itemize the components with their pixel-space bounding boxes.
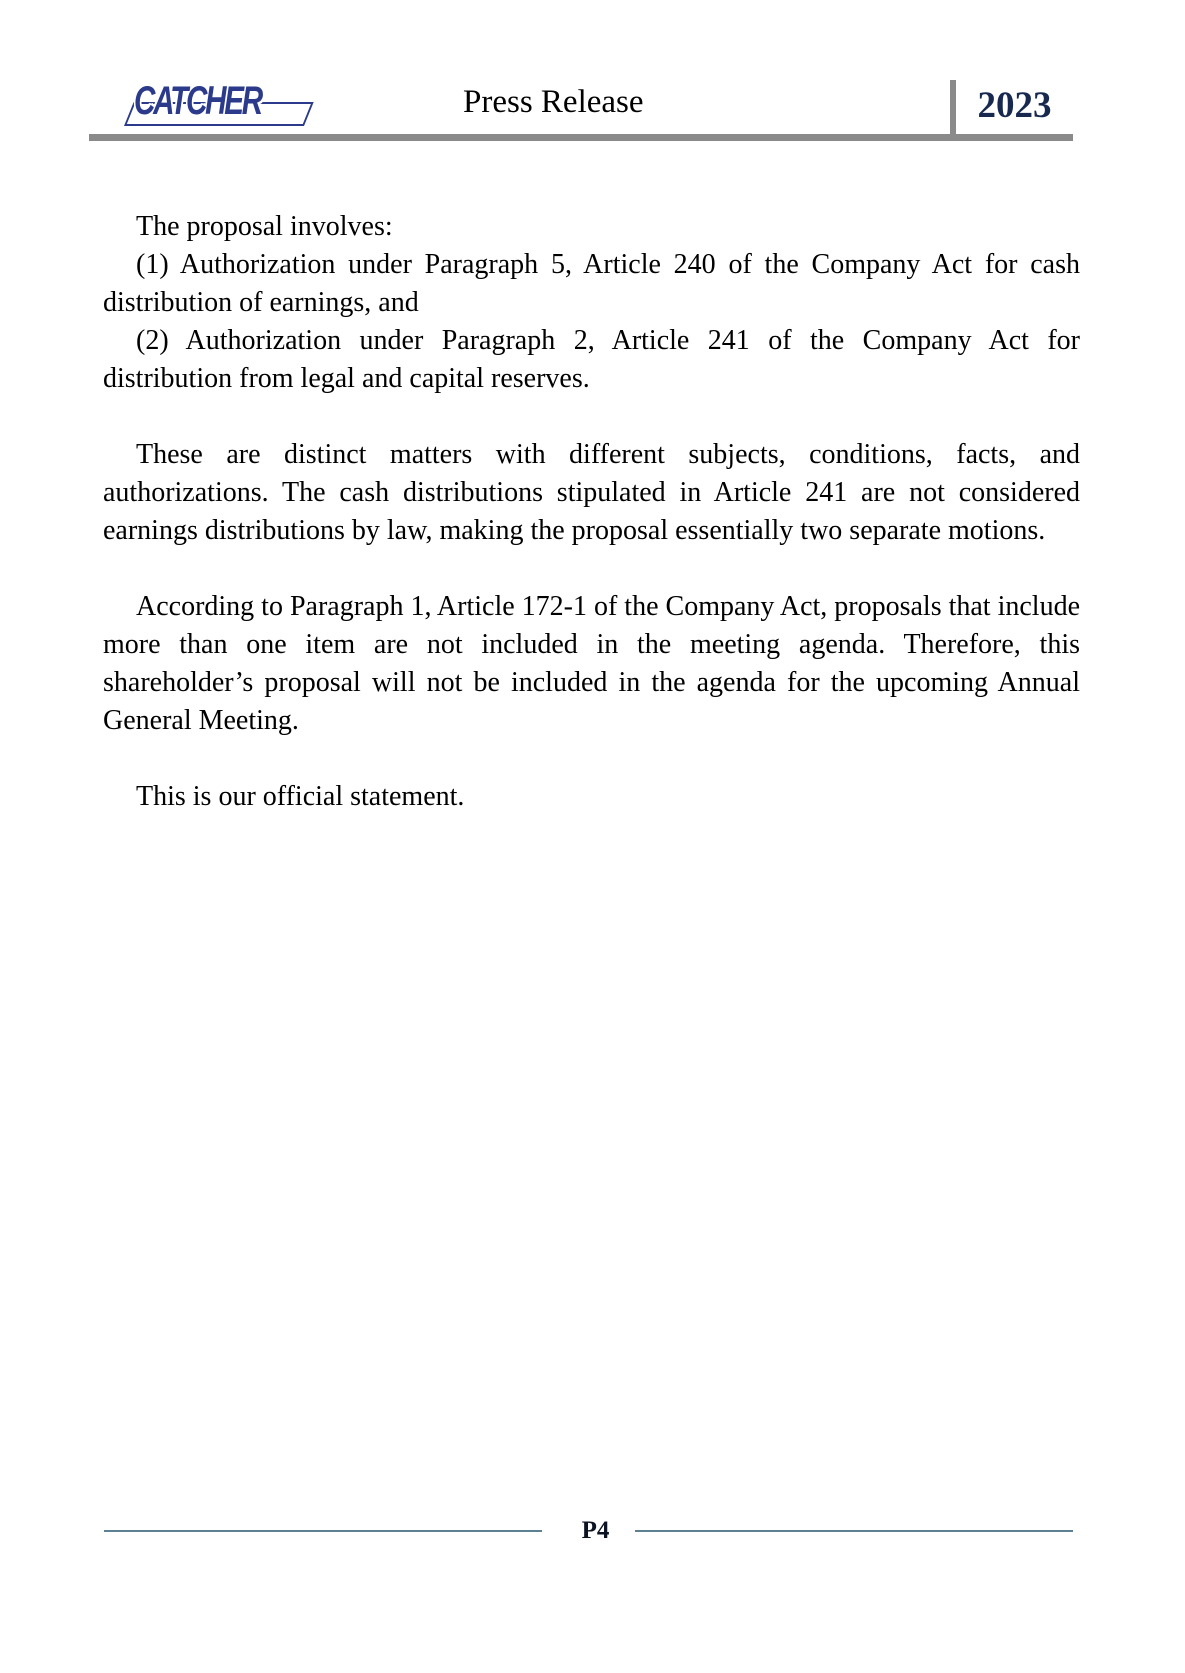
document-title: Press Release bbox=[463, 84, 644, 120]
page-footer bbox=[104, 1514, 1073, 1548]
paragraph-official-statement: This is our official statement. bbox=[136, 781, 465, 812]
page-number: P4 bbox=[581, 1517, 610, 1544]
paragraph-distinct-matters: These are distinct matters with different subjects, conditions, facts, and authorizations. The cash distributions stipulated in Article 241 are not considered earnings distributions by law, making the proposal essentially two separate motions. bbox=[103, 439, 1080, 546]
paragraph-item-1: (1) Authorization under Paragraph 5, Article 240 of the Company Act for cash distribution of earnings, and bbox=[103, 249, 1080, 318]
document-body bbox=[103, 208, 1080, 816]
paragraph-company-act: According to Paragraph 1, Article 172-1 of the Company Act, proposals that include more than one item are not included in the meeting agenda. Therefore, this shareholder’s proposal will not be included in the agenda for the upcoming Annual General Meeting. bbox=[103, 591, 1081, 736]
header-horizontal-rule bbox=[89, 134, 1073, 141]
paragraph-proposal-intro: The proposal involves: bbox=[136, 211, 393, 242]
footer-rule-right bbox=[635, 1530, 1073, 1532]
header-year: 2023 bbox=[977, 85, 1052, 126]
catcher-logo bbox=[122, 78, 317, 128]
logo-wordmark: CATCHER bbox=[134, 79, 261, 123]
paragraph-item-2: (2) Authorization under Paragraph 2, Article 241 of the Company Act for distribution from legal and capital reserves. bbox=[103, 325, 1080, 394]
footer-rule-left bbox=[104, 1530, 542, 1532]
